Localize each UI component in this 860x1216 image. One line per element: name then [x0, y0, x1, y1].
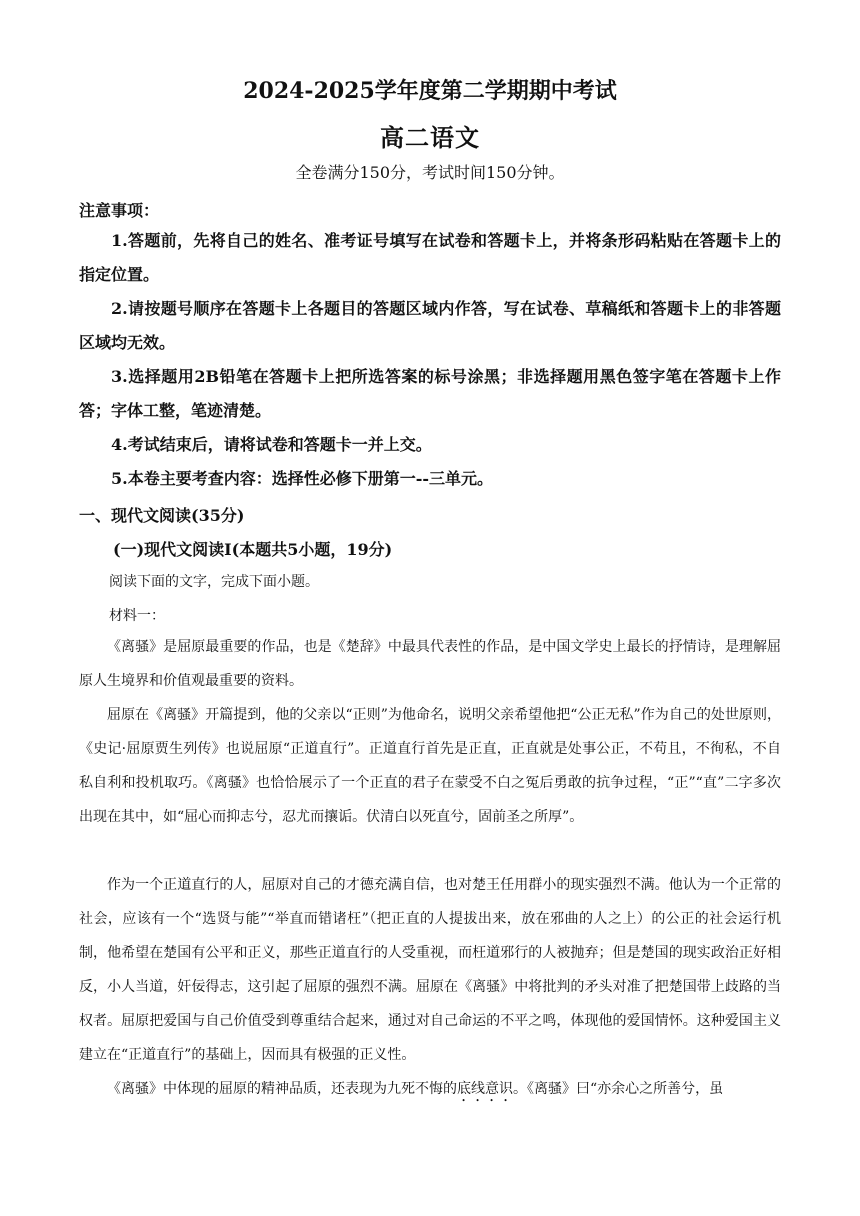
- passage-paragraph-2: 屈原在《离骚》开篇提到，他的父亲以“正则”为他命名，说明父亲希望他把“公正无私”作为自己的处世原则，《史记·屈原贾生列传》也说屈原“正道直行”。正道直行首先是正直，正直就是处事公正，不苟且，不徇私，不自私自利和投机取巧。《离骚》也恰恰展示了一个正直的君子在蒙受不白之冤后勇敢的抗争过程，“正”“直”二字多次出现在其中，如“屈心而抑志兮，忍尤而攘诟。伏清白以死直兮，固前圣之所厚”。: [79, 707, 781, 825]
- notice-item-4: 4.考试结束后，请将试卷和答题卡一并上交。: [111, 435, 432, 454]
- subject-title: 高二语文: [380, 123, 480, 152]
- notice-item-5: 5.本卷主要考查内容：选择性必修下册第一--三单元。: [111, 469, 493, 488]
- notice-item-2: 2.请按题号顺序在答题卡上各题目的答题区域内作答，写在试卷、草稿纸和答题卡上的非答题区域均无效。: [79, 299, 781, 352]
- exam-title: 2024-2025学年度第二学期期中考试: [243, 78, 617, 104]
- passage-paragraph-4: [79, 1072, 781, 1106]
- section-subheading: (一)现代文阅读Ⅰ(本题共5小题，19分): [113, 540, 393, 559]
- paragraph-4-text-end: 。《离骚》曰“亦余心之所善兮，虽: [513, 1081, 724, 1097]
- passage-paragraph-3: 作为一个正道直行的人，屈原对自己的才德充满自信，也对楚王任用群小的现实强烈不满。他认为一个正常的社会，应该有一个“选贤与能”“举直而错诸枉”（把正直的人提拔出来，放在邪曲的人之上）的公正的社会运行机制，他希望在楚国有公平和正义，那些正道直行的人受重视，而枉道邪行的人被抛弃；但是楚国的现实政治正好相反，小人当道，奸佞得志，这引起了屈原的强烈不满。屈原在《离骚》中将批判的矛头对准了把楚国带上歧路的当权者。屈原把爱国与自己价值受到尊重结合起来，通过对自己命运的不平之鸣，体现他的爱国情怀。这种爱国主义建立在“正道直行”的基础上，因而具有极强的正义性。: [79, 877, 781, 1063]
- section-heading: 一、现代文阅读(35分): [79, 506, 245, 525]
- paragraph-4-text-start: 《离骚》中体现的屈原的精神品质，还表现为九死不悔的: [107, 1081, 457, 1097]
- passage-paragraph-1: 《离骚》是屈原最重要的作品，也是《楚辞》中最具代表性的作品，是中国文学史上最长的抒情诗，是理解屈原人生境界和价值观最重要的资料。: [79, 639, 781, 689]
- material-label: 材料一：: [109, 608, 165, 624]
- emphasized-phrase: 底线意识: [457, 1081, 513, 1097]
- notice-item-3: 3.选择题用2B铅笔在答题卡上把所选答案的标号涂黑；非选择题用黑色签字笔在答题卡上作答；字体工整，笔迹清楚。: [79, 367, 781, 420]
- exam-info: 全卷满分150分，考试时间150分钟。: [295, 163, 565, 182]
- reading-instruction: 阅读下面的文字，完成下面小题。: [109, 574, 319, 590]
- notice-item-1: 1.答题前，先将自己的姓名、准考证号填写在试卷和答题卡上，并将条形码粘贴在答题卡上的指定位置。: [79, 231, 781, 284]
- notice-heading: 注意事项：: [79, 201, 160, 220]
